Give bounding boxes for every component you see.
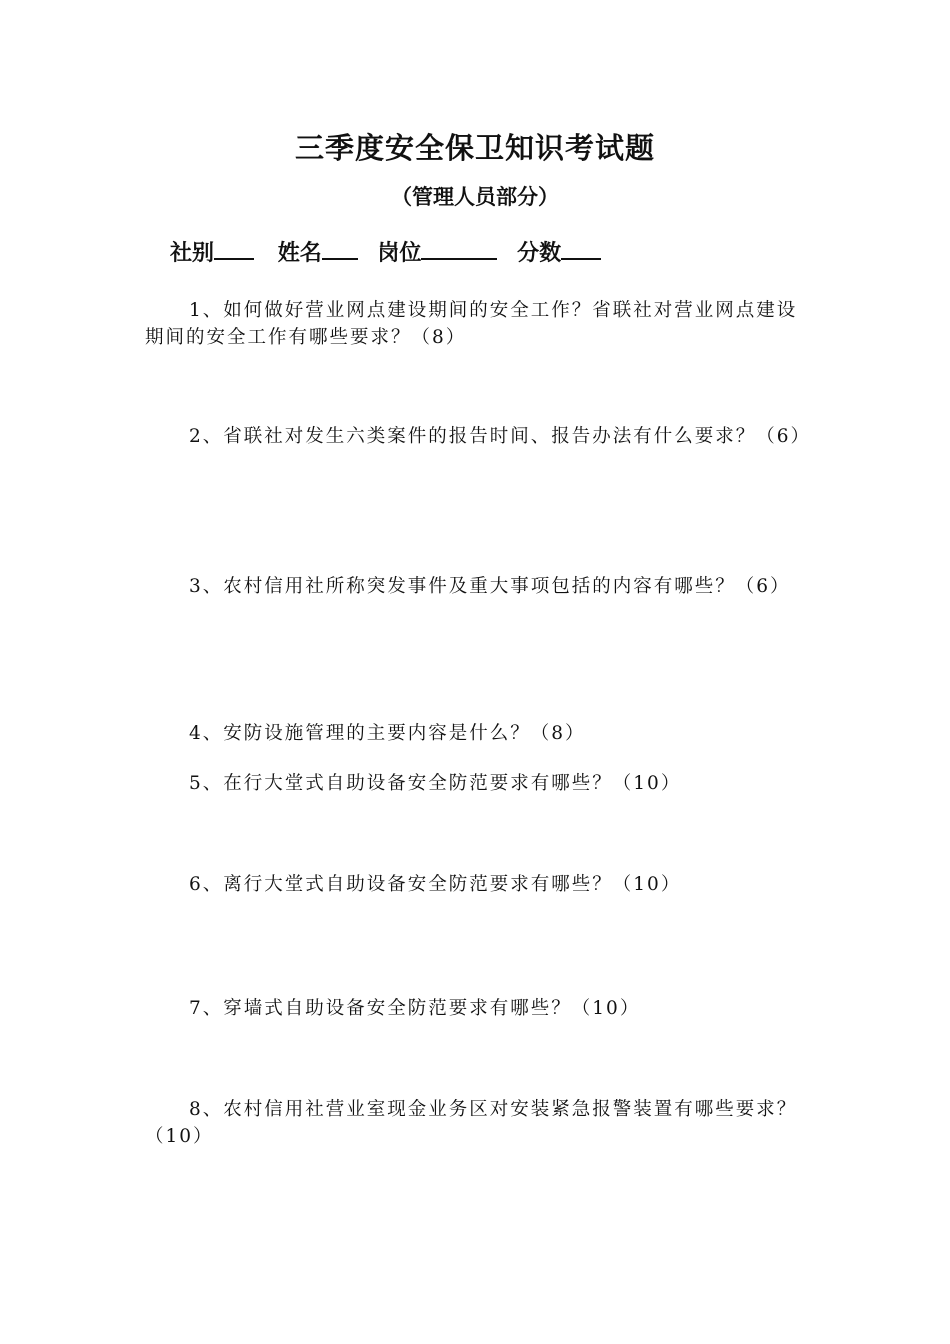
position-label: 岗位 — [377, 240, 422, 266]
question-2: 2、省联社对发生六类案件的报告时间、报告办法有什么要求？（6） — [189, 426, 812, 447]
score-label: 分数 — [517, 240, 562, 266]
branch-blank — [214, 232, 254, 260]
name-label: 姓名 — [277, 240, 322, 266]
question-8: 8、农村信用社营业室现金业务区对安装紧急报警装置有哪些要求？（10） — [145, 1099, 798, 1147]
branch-label: 社别 — [170, 240, 215, 266]
page-subtitle: （管理人员部分） — [391, 184, 559, 209]
question-6: 6、离行大堂式自助设备安全防范要求有哪些？（10） — [189, 874, 682, 895]
question-1: 1、如何做好营业网点建设期间的安全工作？省联社对营业网点建设期间的安全工作有哪些要求？（8） — [145, 300, 798, 348]
name-field — [278, 232, 358, 270]
position-blank — [421, 232, 497, 260]
score-field — [517, 232, 601, 270]
question-7: 7、穿墙式自助设备安全防范要求有哪些？（10） — [189, 998, 641, 1019]
name-blank — [322, 232, 358, 260]
exam-info-row — [170, 232, 601, 270]
score-blank — [561, 232, 601, 260]
position-field — [377, 232, 497, 270]
question-3: 3、农村信用社所称突发事件及重大事项包括的内容有哪些？（6） — [189, 576, 791, 597]
page-title: 三季度安全保卫知识考试题 — [294, 131, 655, 165]
question-5: 5、在行大堂式自助设备安全防范要求有哪些？（10） — [189, 773, 682, 794]
question-4: 4、安防设施管理的主要内容是什么？（8） — [189, 723, 586, 744]
branch-field — [170, 232, 254, 270]
